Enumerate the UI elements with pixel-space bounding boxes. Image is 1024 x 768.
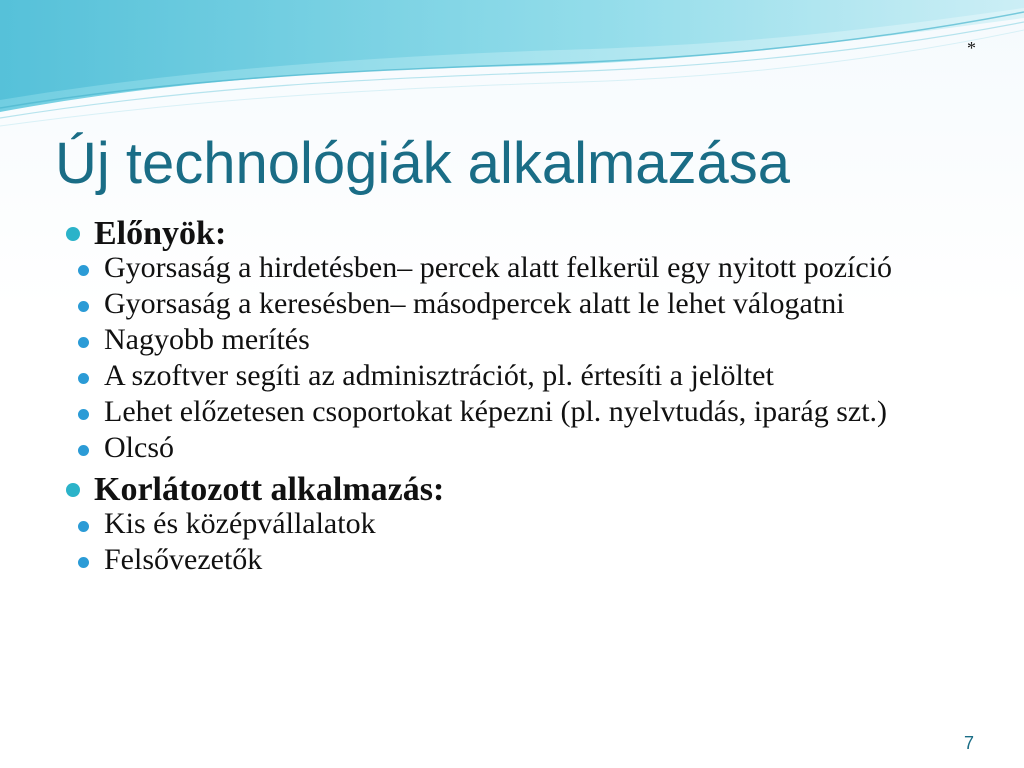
limited-use-group	[66, 507, 966, 576]
bullet-icon	[66, 227, 80, 241]
list-item	[78, 323, 966, 356]
list-item-text: A szoftver segíti az adminisztrációt, pl. értesíti a jelöltet	[104, 359, 774, 392]
bullet-icon	[78, 521, 89, 532]
bullet-list	[66, 214, 966, 574]
bullet-icon	[78, 557, 89, 568]
list-item-text: Gyorsaság a hirdetésben– percek alatt felkerül egy nyitott pozíció	[104, 251, 893, 284]
wave-decoration	[0, 0, 1024, 140]
section-heading: Előnyök:	[94, 215, 227, 252]
advantages-group	[66, 251, 966, 464]
section-advantages	[66, 214, 966, 254]
slide-content	[66, 214, 966, 582]
list-item	[78, 431, 966, 464]
bullet-icon	[78, 301, 89, 312]
list-item	[78, 359, 966, 392]
bullet-icon	[78, 337, 89, 348]
bullet-icon	[66, 483, 80, 497]
list-item-text: Olcsó	[104, 431, 174, 464]
limited-use-list	[78, 507, 966, 576]
bullet-icon	[78, 373, 89, 384]
list-item-text: Nagyobb merítés	[104, 323, 310, 356]
list-item	[78, 395, 966, 428]
bullet-icon	[78, 409, 89, 420]
bullet-icon	[78, 265, 89, 276]
list-item-text: Felsővezetők	[104, 543, 263, 576]
section-heading: Korlátozott alkalmazás:	[94, 471, 445, 508]
list-item-text: Lehet előzetesen csoportokat képezni (pl. nyelvtudás, iparág szt.)	[104, 395, 888, 428]
page-number: 7	[963, 733, 974, 753]
list-item	[78, 287, 966, 320]
list-item-text: Gyorsaság a keresésben– másodpercek alatt le lehet válogatni	[104, 287, 845, 320]
header-asterisk: *	[967, 38, 976, 58]
section-limited-use	[66, 470, 966, 510]
list-item-text: Kis és középvállalatok	[104, 507, 376, 540]
list-item	[78, 543, 966, 576]
list-item	[78, 507, 966, 540]
slide-title: Új technológiák alkalmazása	[55, 131, 791, 196]
advantages-list	[78, 251, 966, 464]
list-item	[78, 251, 966, 284]
bullet-icon	[78, 445, 89, 456]
